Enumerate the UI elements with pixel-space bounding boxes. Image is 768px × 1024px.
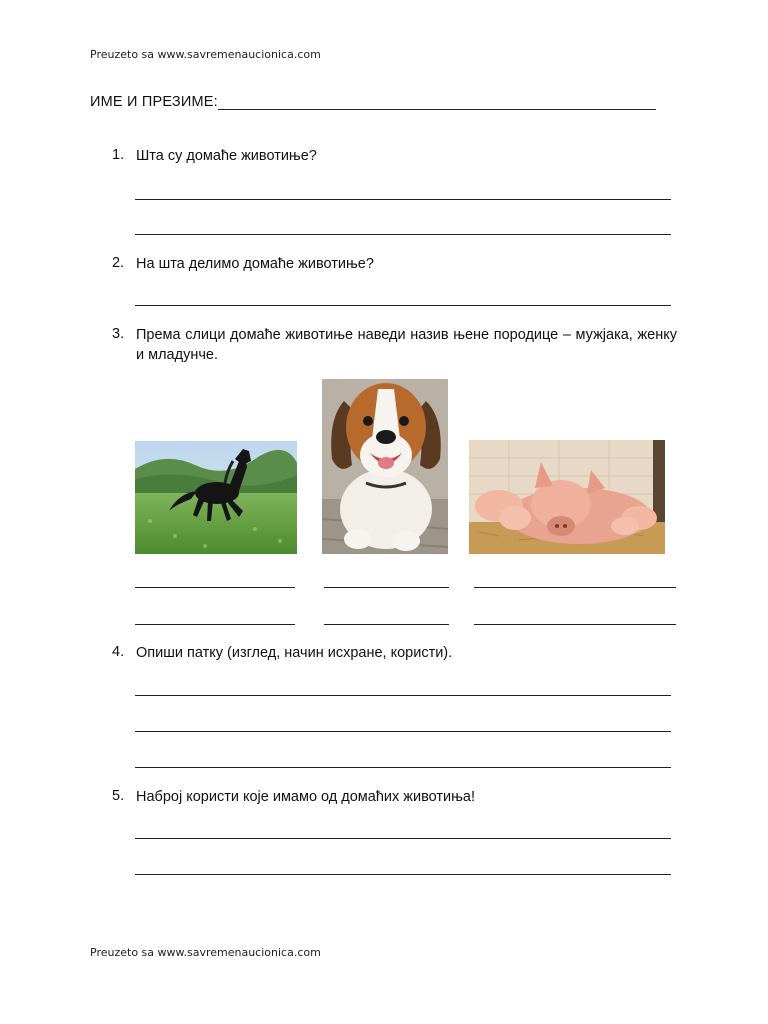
horse-photo xyxy=(135,441,297,554)
question-3-text: Према слици домаће животиње наведи назив њене породице – мужјака, женку и младунче. xyxy=(136,327,677,363)
horse-answer-line-1[interactable] xyxy=(135,587,295,588)
question-2-answer-line-1[interactable] xyxy=(135,305,671,306)
question-5-answer-line-2[interactable] xyxy=(135,874,671,875)
question-4-number: 4. xyxy=(112,644,125,660)
pigs-answer-line-2[interactable] xyxy=(474,624,676,625)
dog-answer-line-1[interactable] xyxy=(324,587,449,588)
dog-answer-line-2[interactable] xyxy=(324,624,449,625)
dog-photo xyxy=(322,379,448,554)
question-2-text: На шта делимо домаће животиње? xyxy=(136,256,374,272)
question-4-answer-line-1[interactable] xyxy=(135,695,671,696)
name-answer-line[interactable] xyxy=(218,109,656,110)
question-5-number: 5. xyxy=(112,788,125,804)
question-4-answer-line-3[interactable] xyxy=(135,767,671,768)
question-2-number: 2. xyxy=(112,255,125,271)
question-5-text: Наброј користи које имамо од домаћих животиња! xyxy=(136,789,475,805)
question-4-answer-line-2[interactable] xyxy=(135,731,671,732)
question-1-answer-line-1[interactable] xyxy=(135,199,671,200)
pigs-answer-line-1[interactable] xyxy=(474,587,676,588)
pigs-photo xyxy=(469,440,665,554)
question-1-text: Шта су домаће животиње? xyxy=(136,148,317,164)
header-source-text: Preuzeto sa www.savremenaucionica.com xyxy=(90,48,321,61)
question-1-answer-line-2[interactable] xyxy=(135,234,671,235)
question-1-number: 1. xyxy=(112,147,125,163)
question-5-answer-line-1[interactable] xyxy=(135,838,671,839)
question-4-text: Опиши патку (изглед, начин исхране, користи). xyxy=(136,645,453,661)
footer-source-text: Preuzeto sa www.savremenaucionica.com xyxy=(90,946,321,959)
question-3-number: 3. xyxy=(112,326,125,342)
name-field-label: ИМЕ И ПРЕЗИМЕ: xyxy=(90,94,218,110)
horse-answer-line-2[interactable] xyxy=(135,624,295,625)
